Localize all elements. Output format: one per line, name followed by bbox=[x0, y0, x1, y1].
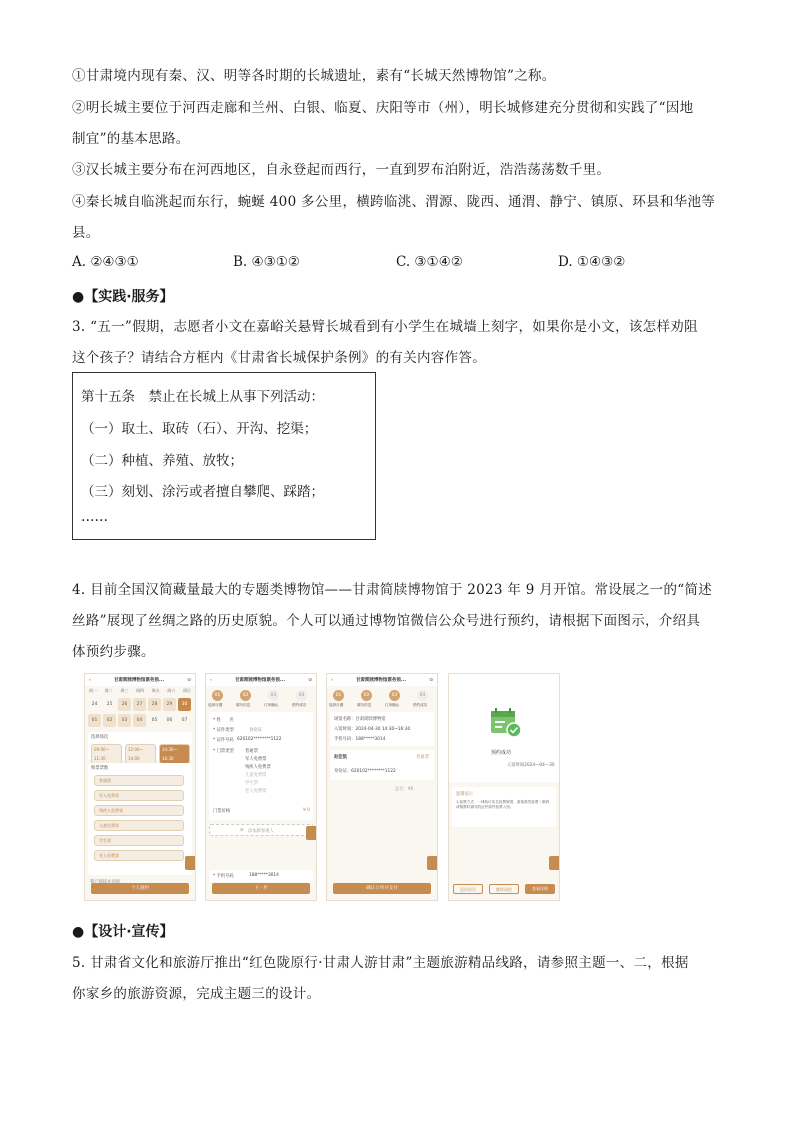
success-panel bbox=[449, 674, 559, 782]
more-icon[interactable]: ⊙ bbox=[187, 677, 191, 683]
q2-item-1: ①甘肃境内现有秦、汉、明等各时期的长城遗址，素有“长城天然博物馆”之称。 bbox=[72, 68, 556, 84]
visitor-id: 身份证：620102********1122 bbox=[334, 769, 396, 774]
step-indicator: 01 bbox=[212, 690, 223, 701]
ticket-label: 购票票数 bbox=[91, 766, 109, 771]
step-label: 填写信息 bbox=[236, 703, 251, 707]
ticket-type-radio[interactable]: 普通票 bbox=[245, 749, 258, 754]
date-cell[interactable]: 02 bbox=[103, 714, 116, 727]
back-icon[interactable]: ‹ bbox=[331, 677, 333, 683]
ticket-option[interactable]: 残疾人免费票 bbox=[94, 805, 184, 816]
step-label: 选择日期 bbox=[208, 703, 223, 707]
weekday: 周三 bbox=[120, 688, 129, 693]
venue-name: 场馆名称：甘肃简牍博物馆 bbox=[334, 717, 386, 722]
step-label: 预约成功 bbox=[292, 703, 307, 707]
idtype-select[interactable]: 身份证 bbox=[249, 728, 262, 733]
option-a[interactable]: A. ②④③① bbox=[72, 254, 139, 270]
date-cell[interactable]: 25 bbox=[106, 702, 113, 707]
step-indicator: 02 bbox=[361, 690, 372, 701]
ticket-type-radio[interactable]: 儿童免费票 bbox=[245, 773, 267, 778]
next-step-button[interactable]: 下一步 bbox=[212, 883, 310, 894]
app-title: 甘肃简牍博物馆票务预... bbox=[355, 678, 407, 683]
ticket-card bbox=[88, 763, 192, 875]
view-details-button[interactable]: 查看详情 bbox=[525, 884, 555, 894]
date-cell[interactable]: 07 bbox=[181, 718, 188, 723]
more-icon[interactable]: ⊙ bbox=[429, 677, 433, 683]
weekday: 周一 bbox=[89, 688, 97, 693]
slot-option[interactable]: 12:00—14:00 bbox=[125, 744, 156, 764]
date-cell[interactable]: 03 bbox=[118, 714, 131, 727]
phone-input[interactable]: 188*****3014 bbox=[249, 873, 279, 878]
date-cell[interactable]: 26 bbox=[118, 698, 131, 711]
success-date: 入馆时间2024—04—30 bbox=[507, 763, 555, 768]
entry-time: 入馆时间：2024-04-30 14:30~16:30 bbox=[334, 727, 411, 732]
q3-line-1: 3. “五一”假期，志愿者小文在嘉峪关悬臂长城看到有小学生在城墙上刻字，如果你是小文，该怎样劝阻 bbox=[72, 319, 698, 335]
step-indicator: 04 bbox=[296, 690, 307, 701]
step-indicator: 04 bbox=[417, 690, 428, 701]
slot-option[interactable]: 09:00—11:30 bbox=[91, 744, 122, 764]
add-visitor-button[interactable] bbox=[209, 824, 313, 836]
screenshot-fill-info bbox=[205, 673, 317, 901]
step-label: 填写信息 bbox=[357, 703, 372, 707]
side-tab[interactable] bbox=[185, 856, 195, 870]
side-tab[interactable] bbox=[427, 856, 437, 870]
weekday: 周二 bbox=[104, 688, 113, 693]
ticket-type-label: * 门票类型 bbox=[213, 749, 234, 754]
regulation-line: …… bbox=[81, 509, 108, 525]
q5-line-2: 你家乡的旅游资源，完成主题三的设计。 bbox=[72, 986, 321, 1002]
q3-line-2: 这个孩子？请结合方框内《甘肃省长城保护条例》的有关内容作答。 bbox=[72, 350, 486, 366]
date-cell[interactable]: 28 bbox=[148, 698, 161, 711]
form-card bbox=[209, 712, 313, 820]
regulation-box bbox=[72, 372, 376, 540]
slot-card bbox=[88, 732, 192, 760]
step-indicator: 01 bbox=[333, 690, 344, 701]
screenshot-booking-success bbox=[448, 673, 560, 901]
regulation-line: （一）取土、取砖（石）、开沟、挖渠； bbox=[81, 421, 318, 437]
q2-item-3: ③汉长城主要分布在河西地区，自永登起而西行，一直到罗布泊附近，浩浩荡荡数千里。 bbox=[72, 162, 611, 178]
q5-line-1: 5. 甘肃省文化和旅游厅推出“红色陇原行·甘肃人游甘肃”主题旅游精品线路，请参照主题一、二，根据 bbox=[72, 955, 689, 971]
ticket-type-radio[interactable]: 军人免费票 bbox=[245, 757, 267, 762]
section-practice: ●【实践·服务】 bbox=[72, 289, 174, 305]
regulation-line: （三）刻划、涂污或者擅自攀爬、踩踏； bbox=[81, 484, 324, 500]
section-design: ●【设计·宣传】 bbox=[72, 924, 174, 940]
q2-item-2: ②明长城主要位于河西走廊和兰州、白银、临夏、庆阳等市（州），明长城修建充分贯彻和实践了“因地 bbox=[72, 100, 694, 116]
ticket-option[interactable]: 儿童免费票 bbox=[94, 820, 184, 831]
date-cell[interactable]: 06 bbox=[166, 718, 173, 723]
more-icon[interactable]: ⊙ bbox=[308, 677, 312, 683]
app-header bbox=[85, 674, 195, 686]
weekday: 周五 bbox=[151, 688, 160, 693]
q4-line-3: 体预约步骤。 bbox=[72, 644, 155, 660]
ticket-option[interactable]: 普通票 bbox=[94, 775, 184, 786]
slot-option-selected[interactable]: 14:30—16:30 bbox=[159, 744, 190, 764]
back-icon[interactable]: ‹ bbox=[210, 677, 212, 683]
q4-line-2: 丝路”展现了丝绸之路的历史原貌。个人可以通过博物馆微信公众号进行预约，请根据下面图示，介绍具 bbox=[72, 613, 701, 629]
back-icon[interactable]: ‹ bbox=[89, 677, 91, 683]
idno-input[interactable]: 620102********1122 bbox=[237, 737, 282, 742]
side-tab[interactable] bbox=[549, 856, 559, 870]
continue-booking-button[interactable]: 继续预约 bbox=[489, 884, 519, 894]
weekday: 周日 bbox=[182, 688, 191, 693]
date-cell[interactable]: 04 bbox=[133, 714, 146, 727]
order-info-card bbox=[330, 712, 434, 746]
app-title: 甘肃简牍博物馆票务预... bbox=[113, 678, 165, 683]
side-tab[interactable] bbox=[306, 826, 316, 840]
order-total: 总计：¥0 bbox=[395, 787, 414, 792]
option-d[interactable]: D. ①④③② bbox=[558, 254, 626, 270]
screenshot-order-confirm bbox=[326, 673, 438, 901]
weekday: 周四 bbox=[135, 688, 144, 693]
app-header bbox=[327, 674, 437, 686]
add-visitor-label: 添加新参观人 bbox=[248, 829, 274, 834]
visitor-name: 赵佳凯 bbox=[334, 755, 347, 760]
plus-icon: ⊕ bbox=[240, 828, 244, 833]
weekday-row bbox=[89, 688, 191, 696]
q2-item-2-cont: 制宜”的基本思路。 bbox=[72, 131, 190, 147]
slot-label: 选择场次 bbox=[91, 735, 109, 740]
ticket-type-radio[interactable]: 残疾人免费票 bbox=[245, 765, 271, 770]
tips-card bbox=[452, 787, 556, 827]
screenshot-date-select bbox=[84, 673, 196, 901]
app-title: 甘肃简牍博物馆票务预... bbox=[234, 678, 286, 683]
q2-item-4-cont: 县。 bbox=[72, 225, 100, 241]
tips-text: 1.检票方式：一律执行实名检票制度，游客需凭检票二维码或购票时填写的证件原件检票入馆。 bbox=[456, 800, 550, 809]
personal-booking-button[interactable]: 个人预约 bbox=[91, 883, 189, 894]
app-header bbox=[206, 674, 316, 686]
option-b[interactable]: B. ④③①② bbox=[233, 254, 300, 270]
name-label: * 姓 名 bbox=[213, 718, 234, 723]
step-label: 订单确认 bbox=[264, 703, 279, 707]
q4-line-1: 4. 目前全国汉简藏量最大的专题类博物馆——甘肃简牍博物馆于 2023 年 9 月开馆。常设展之一的“简述 bbox=[72, 582, 713, 598]
date-cell[interactable]: 29 bbox=[163, 698, 176, 711]
step-indicator: 03 bbox=[389, 690, 400, 701]
tips-title: 温馨提示 bbox=[456, 792, 474, 797]
visitor-ticket-badge: 普通票 bbox=[416, 755, 429, 760]
order-phone: 手机号码：188*****3014 bbox=[334, 737, 386, 742]
step-label: 预约成功 bbox=[413, 703, 428, 707]
date-cell-selected[interactable]: 30 bbox=[178, 698, 191, 711]
q2-options bbox=[72, 254, 722, 274]
step-label: 选择日期 bbox=[329, 703, 344, 707]
phone-card bbox=[209, 870, 313, 882]
success-title: 预约成功 bbox=[491, 750, 512, 756]
weekday: 周六 bbox=[167, 688, 176, 693]
step-indicator: 02 bbox=[240, 690, 251, 701]
q2-item-4: ④秦长城自临洮起而东行，蜿蜒 400 多公里，横跨临洮、渭源、陇西、通渭、静宁、镇原、环县和华池等 bbox=[72, 194, 716, 210]
date-cell[interactable]: 05 bbox=[151, 718, 158, 723]
date-cell[interactable]: 24 bbox=[91, 702, 98, 707]
calendar-check-icon bbox=[485, 702, 525, 742]
ticket-type-radio[interactable]: 老人免费票 bbox=[245, 789, 267, 794]
price-value: ¥ 0 bbox=[303, 808, 310, 813]
ticket-option[interactable]: 老人免费票 bbox=[94, 850, 184, 861]
step-indicator: 03 bbox=[268, 690, 279, 701]
idtype-label: * 证件类型 bbox=[213, 728, 234, 733]
idno-label: * 证件号码 bbox=[213, 738, 234, 743]
ticket-option[interactable]: 军人免费票 bbox=[94, 790, 184, 801]
date-cell[interactable]: 01 bbox=[88, 714, 101, 727]
step-label: 订单确认 bbox=[385, 703, 400, 707]
ticket-option[interactable]: 学生票 bbox=[94, 835, 184, 846]
confirm-pay-button[interactable]: 确认订单并支付 bbox=[333, 883, 431, 894]
date-cell[interactable]: 27 bbox=[133, 698, 146, 711]
option-c[interactable]: C. ③①④② bbox=[396, 254, 463, 270]
regulation-line: （二）种植、养殖、放牧； bbox=[81, 453, 243, 469]
home-button[interactable]: 返回首页 bbox=[453, 884, 483, 894]
price-label: 门票价格 bbox=[213, 809, 231, 814]
ticket-type-radio[interactable]: 学生票 bbox=[245, 781, 258, 786]
visitor-card bbox=[330, 750, 434, 780]
regulation-line: 第十五条 禁止在长城上从事下列活动： bbox=[81, 389, 324, 405]
phone-label: * 手机号码 bbox=[213, 874, 234, 879]
